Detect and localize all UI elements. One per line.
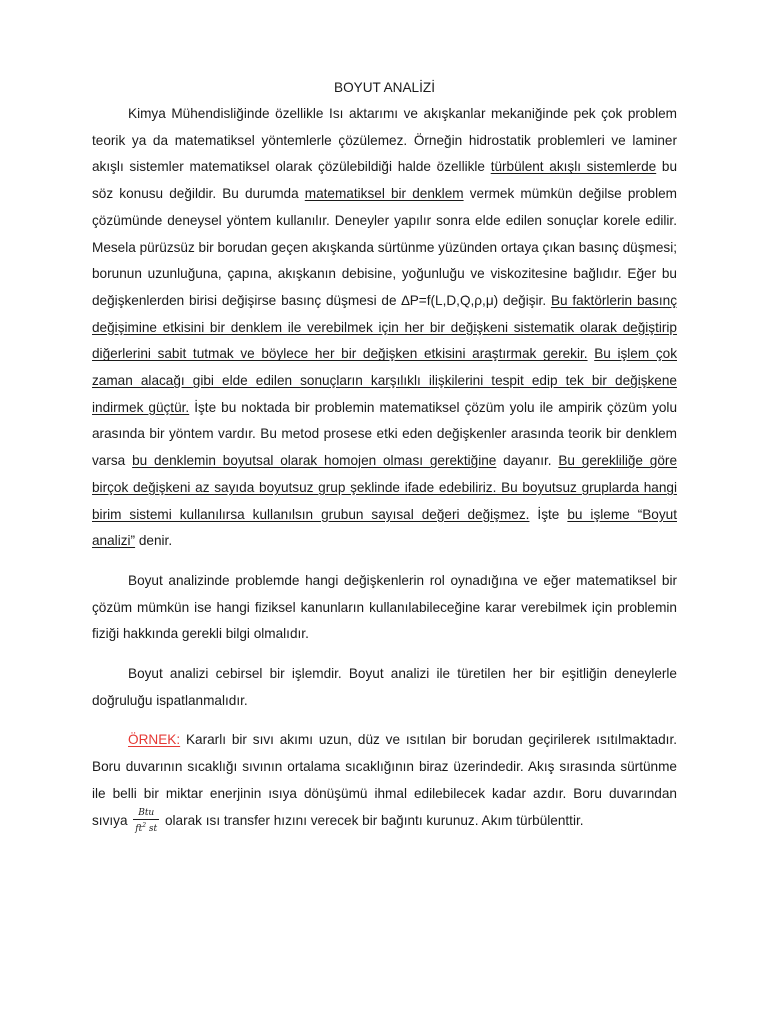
text-run: denir.	[135, 533, 173, 549]
denominator-base: ft	[135, 823, 143, 834]
underlined-phrase: Bu gerekliliğe göre birçok değişkeni az sayıda boyutsuz grup şeklinde ifade edebiliriz. Bu boyutsuz gruplarda hangi birim sistemi kullanılırsa kullanılsın grubun sayısal değeri değişmez.	[92, 453, 678, 522]
document-page	[92, 78, 677, 835]
text-run: olarak ısı transfer hızını verecek bir bağıntı kurunuz. Akım türbülenttir.	[161, 812, 584, 828]
text-run: bu söz konusu değildir. Bu durumda	[92, 159, 678, 202]
underlined-phrase: türbülent akışlı sistemlerde	[490, 159, 657, 175]
paragraph-example	[92, 727, 677, 834]
text-run: Kimya Mühendisliğinde özellikle Isı aktarımı ve akışkanlar mekaniğinde pek çok problem teorik ya da matematiksel yöntemlerle çözülemez. Örneğin hidrostatik problemleri ve laminer akışlı sistemler matematiksel olarak çözülebildiği halde özellikle	[92, 106, 677, 175]
fraction-numerator: Btu	[138, 807, 155, 818]
text-run: vermek mümkün değilse problem çözümünde deneysel yöntem kullanılır. Deneyler yapılır sonra elde edilen sonuçlar korele edilir. Mesela pürüzsüz bir borudan geçen akışkanda sürtünme yüzünden ortaya çıkan basınç düşmesi; borunun uzunluğuna, çapına, akışkanın debisine, yoğunluğu ve viskozitesine bağlıdır. Eğer bu değişkenlerden birisi değişirse basınç düşmesi de ∆P=f(L,D,Q,ρ,μ) değişir.	[92, 186, 677, 308]
document-title: BOYUT ANALİZİ	[334, 80, 435, 95]
text-run: İşte	[529, 506, 568, 522]
underlined-phrase: matematiksel bir denklem	[304, 186, 464, 202]
paragraph-algebraic: Boyut analizi cebirsel bir işlemdir. Boyut analizi ile türetilen her bir eşitliğin deneylerle doğruluğu ispatlanmalıdır.	[92, 666, 677, 708]
denominator-exponent: 2	[142, 821, 147, 829]
underlined-phrase: Bu faktörlerin basınç değişimine etkisini bir denklem ile verebilmek için her bir değişkeni sistematik olarak değiştirip diğerlerini sabit tutmak ve böylece her bir değişken etkisini araştırmak gerekir.	[92, 292, 677, 362]
underlined-phrase: bu denklemin boyutsal olarak homojen olması gerektiğine	[132, 453, 497, 469]
unit-fraction	[133, 808, 159, 835]
denominator-rest: st	[146, 823, 158, 834]
underlined-phrase: bu işleme “Boyut analizi”	[92, 506, 677, 549]
paragraph-intro	[92, 101, 677, 555]
paragraph-physics: Boyut analizinde problemde hangi değişkenlerin rol oynadığına ve eğer matematiksel bir çözüm mümkün ise hangi fiziksel kanunların kullanılabileceğine karar verebilmek için problemin fiziği hakkında gerekli bilgi olmalıdır.	[92, 572, 677, 642]
example-label: ÖRNEK:	[128, 732, 181, 748]
text-run: dayanır.	[496, 453, 559, 469]
fraction-denominator	[133, 819, 159, 835]
text-run: Kararlı bir sıvı akımı uzun, düz ve ısıtılan bir borudan geçirilerek ısıtılmaktadır. Boru duvarının sıcaklığı sıvının ortalama sıcaklığının biraz üzerindedir. Akış sırasında sürtünme ile belli bir miktar enerjinin ısıya dönüşümü ihmal edilebilecek kadar azdır. Boru duvarından sıvıya	[92, 732, 677, 828]
text-run: İşte bu noktada bir problemin matematiksel çözüm yolu ile ampirik çözüm yolu arasında bir yöntem vardır. Bu metod prosese etki eden değişkenler arasında teorik bir denklem varsa	[92, 399, 678, 469]
underlined-phrase: Bu işlem çok zaman alacağı gibi elde edilen sonuçların karşılıklı ilişkilerini tespit edip tek bir değişkene indirmek güçtür.	[92, 346, 677, 415]
